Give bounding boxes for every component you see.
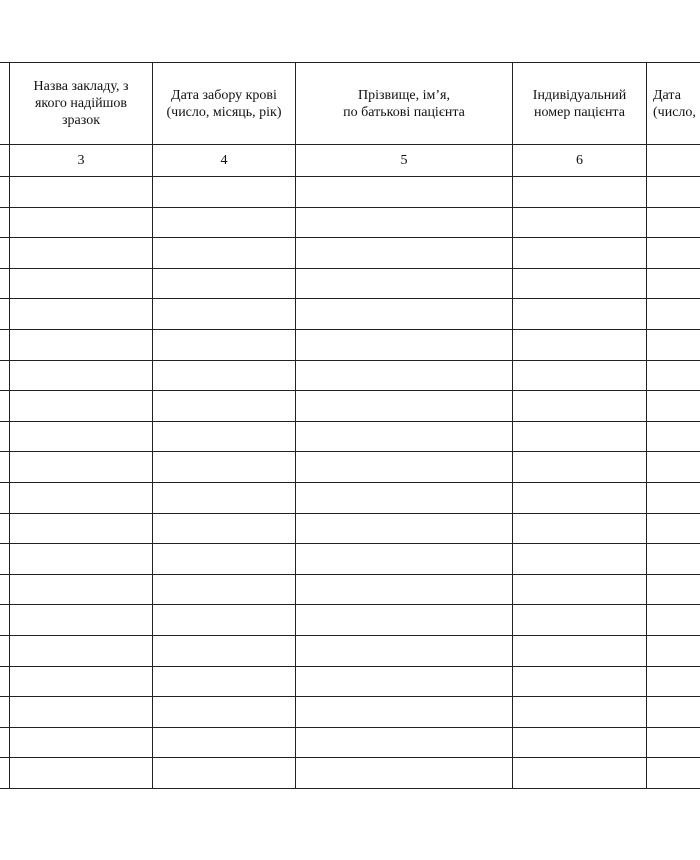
empty-entry-cell[interactable] <box>10 452 153 483</box>
empty-entry-cell[interactable] <box>513 544 647 575</box>
empty-entry-cell[interactable] <box>647 758 700 789</box>
column-number-cell: 3 <box>10 145 153 177</box>
empty-entry-cell[interactable] <box>296 513 513 544</box>
empty-entry-cell[interactable] <box>513 329 647 360</box>
empty-entry-cell[interactable] <box>513 758 647 789</box>
empty-entry-cell[interactable] <box>513 635 647 666</box>
empty-entry-cell[interactable] <box>296 758 513 789</box>
empty-entry-cell[interactable] <box>0 574 10 605</box>
column-number-cell: 4 <box>153 145 296 177</box>
table-row <box>0 635 700 666</box>
column-number-row <box>0 145 700 177</box>
table-row <box>0 268 700 299</box>
empty-entry-cell[interactable] <box>0 238 10 269</box>
table-row <box>0 299 700 330</box>
empty-entry-cell[interactable] <box>153 207 296 238</box>
empty-entry-cell[interactable] <box>153 544 296 575</box>
empty-entry-cell[interactable] <box>647 421 700 452</box>
empty-entry-cell[interactable] <box>153 177 296 208</box>
empty-entry-cell[interactable] <box>513 391 647 422</box>
table-row <box>0 574 700 605</box>
empty-entry-cell[interactable] <box>296 727 513 758</box>
table-row <box>0 329 700 360</box>
empty-entry-cell[interactable] <box>153 605 296 636</box>
empty-entry-cell[interactable] <box>10 666 153 697</box>
empty-entry-cell[interactable] <box>10 635 153 666</box>
empty-entry-cell[interactable] <box>647 452 700 483</box>
empty-entry-cell[interactable] <box>296 299 513 330</box>
header-cell-col-6 <box>513 63 647 145</box>
empty-entry-cell[interactable] <box>296 452 513 483</box>
patient-register-table <box>0 62 700 789</box>
empty-entry-cell[interactable] <box>296 391 513 422</box>
empty-entry-cell[interactable] <box>647 605 700 636</box>
header-cell-col-2 <box>0 63 10 145</box>
column-number-cell <box>647 145 700 177</box>
empty-entry-cell[interactable] <box>10 391 153 422</box>
register-form-sheet <box>0 62 700 792</box>
empty-entry-cell[interactable] <box>0 177 10 208</box>
header-label-patient-name: Прізвище, ім’я, по батькові пацієнта <box>343 87 465 120</box>
column-number-cell: 6 <box>513 145 647 177</box>
empty-entry-cell[interactable] <box>647 574 700 605</box>
empty-entry-cell[interactable] <box>513 452 647 483</box>
empty-entry-cell[interactable] <box>296 207 513 238</box>
empty-entry-cell[interactable] <box>513 238 647 269</box>
table-row <box>0 482 700 513</box>
empty-entry-cell[interactable] <box>153 697 296 728</box>
table-row <box>0 207 700 238</box>
table-row <box>0 544 700 575</box>
header-cell-col-4 <box>153 63 296 145</box>
empty-entry-cell[interactable] <box>0 329 10 360</box>
empty-entry-cell[interactable] <box>0 452 10 483</box>
empty-entry-cell[interactable] <box>296 421 513 452</box>
empty-entry-cell[interactable] <box>10 299 153 330</box>
empty-entry-cell[interactable] <box>153 574 296 605</box>
empty-entry-cell[interactable] <box>153 482 296 513</box>
empty-entry-cell[interactable] <box>647 666 700 697</box>
empty-entry-cell[interactable] <box>296 482 513 513</box>
empty-entry-cell[interactable] <box>296 238 513 269</box>
empty-entry-cell[interactable] <box>10 421 153 452</box>
empty-entry-cell[interactable] <box>153 299 296 330</box>
empty-entry-cell[interactable] <box>0 268 10 299</box>
empty-entry-cell[interactable] <box>647 727 700 758</box>
empty-entry-cell[interactable] <box>0 727 10 758</box>
column-number-cell <box>0 145 10 177</box>
empty-entry-cell[interactable] <box>513 421 647 452</box>
header-cell-col-7 <box>647 63 700 145</box>
empty-entry-cell[interactable] <box>0 207 10 238</box>
empty-entry-cell[interactable] <box>0 391 10 422</box>
table-row <box>0 605 700 636</box>
empty-entry-cell[interactable] <box>0 360 10 391</box>
empty-entry-cell[interactable] <box>647 513 700 544</box>
empty-entry-cell[interactable] <box>296 268 513 299</box>
table-row <box>0 238 700 269</box>
empty-entry-cell[interactable] <box>513 482 647 513</box>
empty-entry-cell[interactable] <box>0 513 10 544</box>
empty-entry-cell[interactable] <box>0 697 10 728</box>
empty-entry-cell[interactable] <box>296 544 513 575</box>
empty-entry-cell[interactable] <box>647 697 700 728</box>
empty-entry-cell[interactable] <box>0 482 10 513</box>
empty-entry-cell[interactable] <box>10 177 153 208</box>
empty-entry-cell[interactable] <box>0 635 10 666</box>
empty-entry-cell[interactable] <box>10 513 153 544</box>
table-row <box>0 697 700 728</box>
empty-entry-cell[interactable] <box>10 207 153 238</box>
empty-entry-cell[interactable] <box>0 605 10 636</box>
empty-entry-cell[interactable] <box>513 727 647 758</box>
empty-entry-cell[interactable] <box>513 360 647 391</box>
empty-entry-cell[interactable] <box>296 177 513 208</box>
empty-entry-cell[interactable] <box>153 238 296 269</box>
header-cell-col-3 <box>10 63 153 145</box>
empty-entry-cell[interactable] <box>296 360 513 391</box>
header-label-institution: Назва закладу, з якого надійшов зразок <box>33 79 129 128</box>
table-row <box>0 513 700 544</box>
empty-entry-cell[interactable] <box>296 605 513 636</box>
header-label-patient-id: Індивідуальний номер пацієнта <box>532 87 627 120</box>
table-row <box>0 177 700 208</box>
empty-entry-cell[interactable] <box>10 727 153 758</box>
header-label-date-partial: Дата (число, <box>653 87 696 120</box>
empty-entry-cell[interactable] <box>513 177 647 208</box>
empty-entry-cell[interactable] <box>10 605 153 636</box>
empty-entry-cell[interactable] <box>513 513 647 544</box>
empty-entry-cell[interactable] <box>10 482 153 513</box>
empty-entry-cell[interactable] <box>647 544 700 575</box>
empty-entry-cell[interactable] <box>647 207 700 238</box>
empty-entry-cell[interactable] <box>0 544 10 575</box>
empty-entry-cell[interactable] <box>296 635 513 666</box>
empty-entry-cell[interactable] <box>296 666 513 697</box>
empty-entry-cell[interactable] <box>647 360 700 391</box>
header-cell-col-5 <box>296 63 513 145</box>
empty-entry-cell[interactable] <box>647 482 700 513</box>
table-row <box>0 727 700 758</box>
empty-entry-cell[interactable] <box>153 391 296 422</box>
empty-entry-cell[interactable] <box>647 177 700 208</box>
empty-entry-cell[interactable] <box>0 666 10 697</box>
empty-entry-cell[interactable] <box>153 513 296 544</box>
empty-entry-cell[interactable] <box>153 666 296 697</box>
table-row <box>0 758 700 789</box>
empty-entry-cell[interactable] <box>10 758 153 789</box>
empty-entry-cell[interactable] <box>153 268 296 299</box>
empty-entry-cell[interactable] <box>647 238 700 269</box>
empty-entry-cell[interactable] <box>10 697 153 728</box>
table-header-row <box>0 63 700 145</box>
empty-entry-cell[interactable] <box>513 207 647 238</box>
table-row <box>0 421 700 452</box>
empty-entry-cell[interactable] <box>153 329 296 360</box>
empty-entry-cell[interactable] <box>296 574 513 605</box>
empty-entry-cell[interactable] <box>513 605 647 636</box>
empty-entry-cell[interactable] <box>10 329 153 360</box>
table-row <box>0 360 700 391</box>
header-label-blood-draw-date: Дата забору крові (число, місяць, рік) <box>166 87 282 120</box>
empty-entry-cell[interactable] <box>10 574 153 605</box>
empty-entry-cell[interactable] <box>513 697 647 728</box>
table-row <box>0 666 700 697</box>
empty-entry-cell[interactable] <box>647 635 700 666</box>
empty-entry-cell[interactable] <box>647 391 700 422</box>
column-number-cell: 5 <box>296 145 513 177</box>
empty-entry-cell[interactable] <box>647 329 700 360</box>
empty-entry-cell[interactable] <box>513 268 647 299</box>
empty-entry-cell[interactable] <box>10 360 153 391</box>
empty-entry-cell[interactable] <box>296 697 513 728</box>
empty-entry-cell[interactable] <box>0 421 10 452</box>
empty-entry-cell[interactable] <box>513 574 647 605</box>
empty-entry-cell[interactable] <box>153 727 296 758</box>
empty-entry-cell[interactable] <box>10 268 153 299</box>
empty-entry-cell[interactable] <box>296 329 513 360</box>
empty-entry-cell[interactable] <box>153 421 296 452</box>
empty-entry-cell[interactable] <box>153 360 296 391</box>
empty-entry-cell[interactable] <box>153 758 296 789</box>
empty-entry-cell[interactable] <box>10 544 153 575</box>
table-row <box>0 452 700 483</box>
empty-entry-cell[interactable] <box>10 238 153 269</box>
empty-entry-cell[interactable] <box>647 268 700 299</box>
empty-entry-cell[interactable] <box>513 299 647 330</box>
empty-entry-cell[interactable] <box>153 635 296 666</box>
table-row <box>0 391 700 422</box>
empty-entry-cell[interactable] <box>647 299 700 330</box>
empty-entry-cell[interactable] <box>0 299 10 330</box>
empty-entry-cell[interactable] <box>0 758 10 789</box>
empty-entry-cell[interactable] <box>153 452 296 483</box>
empty-entry-cell[interactable] <box>513 666 647 697</box>
